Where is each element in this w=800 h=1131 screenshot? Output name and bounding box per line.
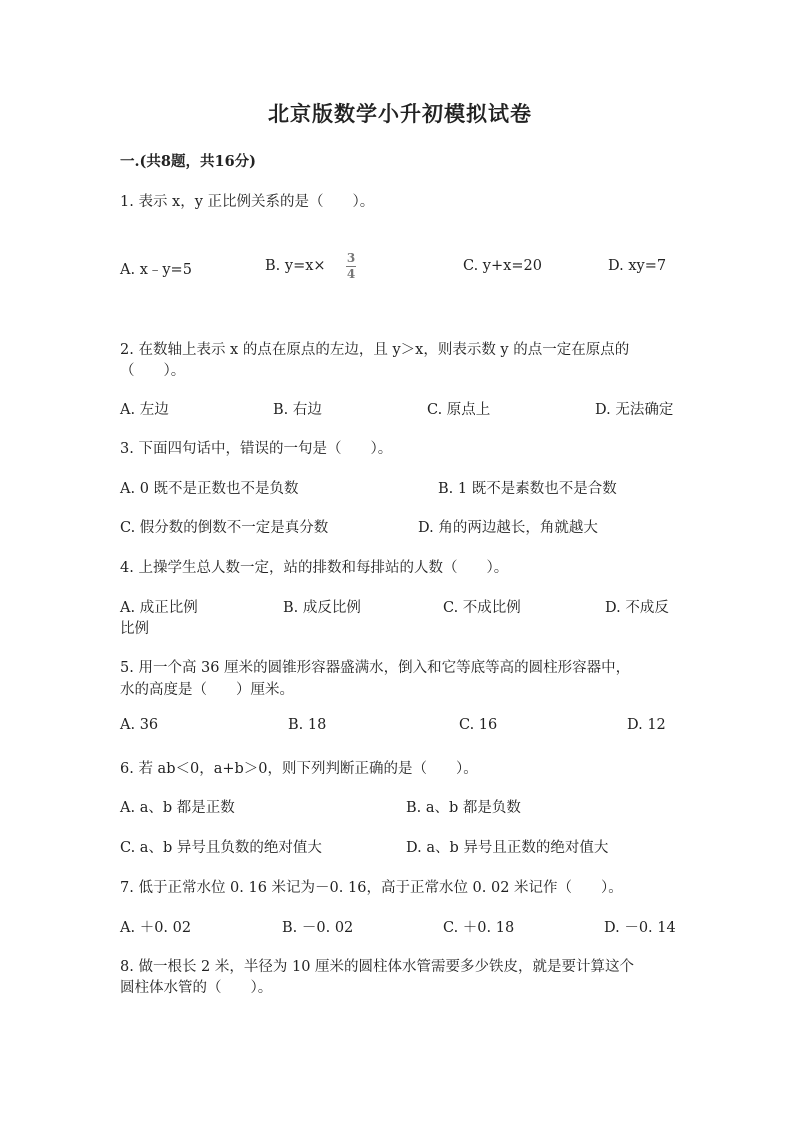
question-6-stem: 6. 若 ab＜0，a+b＞0，则下列判断正确的是（ ）。: [120, 761, 478, 777]
question-3-option-a: A. 0 既不是正数也不是负数: [120, 481, 299, 497]
question-5-option-c: C. 16: [459, 717, 498, 733]
question-7-option-c: C. ＋0. 18: [443, 920, 515, 936]
question-1-option-a: A. x﹣y=5: [120, 262, 192, 278]
question-3-stem: 3. 下面四句话中，错误的一句是（ ）。: [120, 441, 393, 457]
question-4-option-c: C. 不成比例: [443, 600, 521, 616]
question-2-stem-line-2: （ ）。: [120, 363, 186, 379]
question-7-option-d: D. －0. 14: [604, 920, 676, 936]
question-4-stem: 4. 上操学生总人数一定，站的排数和每排站的人数（ ）。: [120, 560, 509, 576]
question-5-stem-line-2: 水的高度是（ ）厘米。: [120, 682, 294, 698]
question-5-stem-line-1: 5. 用一个高 36 厘米的圆锥形容器盛满水，倒入和它等底等高的圆柱形容器中，: [120, 660, 631, 676]
fraction-three-quarters: [346, 252, 356, 281]
question-1-option-c: C. y+x=20: [463, 258, 542, 274]
question-6-option-c: C. a、b 异号且负数的绝对值大: [120, 840, 322, 856]
question-5-option-b: B. 18: [288, 717, 327, 733]
question-3-option-b: B. 1 既不是素数也不是合数: [438, 481, 617, 497]
section-heading: 一.(共8题，共16分): [120, 153, 257, 170]
question-1-option-b: [265, 258, 326, 274]
question-1-stem: 1. 表示 x，y 正比例关系的是（ ）。: [120, 194, 375, 210]
question-2-option-c: C. 原点上: [427, 402, 491, 418]
question-7-stem: 7. 低于正常水位 0. 16 米记为－0. 16，高于正常水位 0. 02 米记作（ ）。: [120, 880, 623, 896]
question-4-option-a: A. 成正比例: [120, 600, 198, 616]
question-6-option-b: B. a、b 都是负数: [406, 800, 521, 816]
question-5-option-a: A. 36: [120, 717, 159, 733]
question-6-option-d: D. a、b 异号且正数的绝对值大: [406, 840, 609, 856]
page-title: 北京版数学小升初模拟试卷: [268, 101, 532, 126]
fraction-numerator: 3: [346, 251, 356, 265]
question-4-option-d-line-2: 比例: [120, 621, 149, 637]
question-8-stem-line-1: 8. 做一根长 2 米，半径为 10 厘米的圆柱体水管需要多少铁皮，就是要计算这个: [120, 959, 635, 975]
fraction-denominator: 4: [346, 267, 356, 281]
question-8-stem-line-2: 圆柱体水管的（ ）。: [120, 980, 273, 996]
question-7-option-b: B. －0. 02: [282, 920, 354, 936]
question-2-stem-line-1: 2. 在数轴上表示 x 的点在原点的左边，且 y＞x，则表示数 y 的点一定在原点的: [120, 342, 630, 358]
question-1-option-b-label: B. y=x×: [265, 258, 326, 274]
question-2-option-a: A. 左边: [120, 402, 169, 418]
question-5-option-d: D. 12: [627, 717, 666, 733]
question-2-option-d: D. 无法确定: [595, 402, 674, 418]
question-7-option-a: A. ＋0. 02: [120, 920, 192, 936]
question-4-option-d-line-1: D. 不成反: [605, 600, 669, 616]
question-6-option-a: A. a、b 都是正数: [120, 800, 235, 816]
question-2-option-b: B. 右边: [273, 402, 322, 418]
question-1-option-d: D. xy=7: [608, 258, 667, 274]
question-3-option-d: D. 角的两边越长，角就越大: [418, 520, 598, 536]
question-4-option-b: B. 成反比例: [283, 600, 361, 616]
question-3-option-c: C. 假分数的倒数不一定是真分数: [120, 520, 329, 536]
